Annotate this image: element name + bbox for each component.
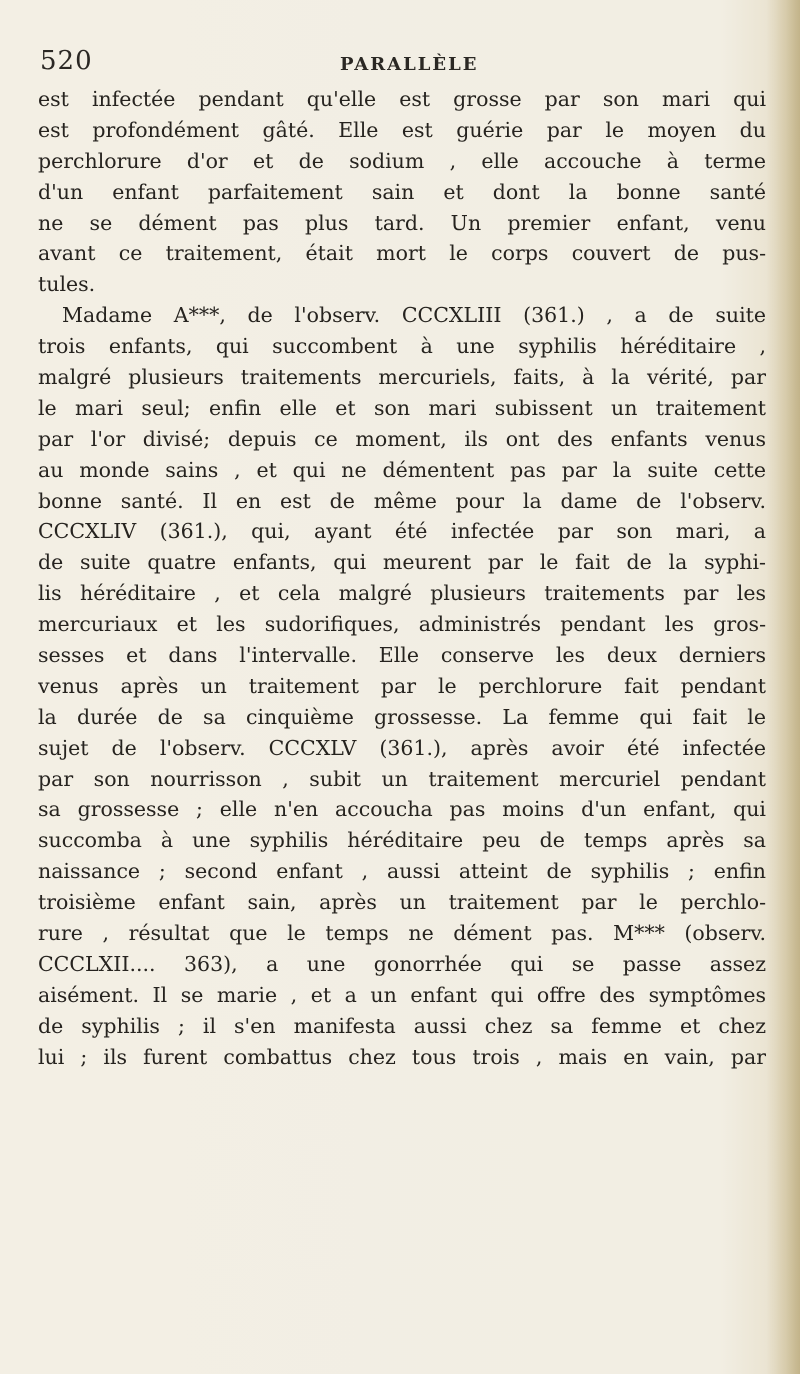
text-line: perchlorure d'or et de sodium , elle accouche à terme xyxy=(38,148,766,173)
text-line: sujet de l'observ. CCCXLV (361.), après avoir été infectée xyxy=(38,735,766,760)
text-line: par l'or divisé; depuis ce moment, ils ont des enfants venus xyxy=(38,426,766,451)
text-line: bonne santé. Il en est de même pour la dame de l'observ. xyxy=(38,488,766,513)
page-number: 520 xyxy=(40,46,93,76)
page-gutter-shadow xyxy=(766,0,800,1374)
text-line: CCCLXII.... 363), a une gonorrhée qui se passe assez xyxy=(38,951,766,976)
text-line: de suite quatre enfants, qui meurent par le fait de la syphi- xyxy=(38,550,766,575)
text-line: le mari seul; enfin elle et son mari subissent un traitement xyxy=(38,395,766,420)
text-line: rure , résultat que le temps ne dément pas. M*** (observ. xyxy=(38,921,766,946)
text-line: troisième enfant sain, après un traitement par le perchlo- xyxy=(38,890,766,915)
text-line: mercuriaux et les sudorifiques, administrés pendant les gros- xyxy=(38,612,766,637)
text-line: est infectée pendant qu'elle est grosse par son mari qui xyxy=(38,87,766,111)
text-line: lui ; ils furent combattus chez tous trois , mais en vain, par xyxy=(38,1044,766,1069)
text-line: tules. xyxy=(38,272,96,297)
text-line: sesses et dans l'intervalle. Elle conserve les deux derniers xyxy=(38,643,766,668)
text-line: succomba à une syphilis héréditaire peu de temps après sa xyxy=(38,828,766,853)
text-line: sa grossesse ; elle n'en accoucha pas moins d'un enfant, qui xyxy=(38,797,766,822)
page-header xyxy=(40,46,760,86)
text-line: d'un enfant parfaitement sain et dont la bonne santé xyxy=(38,179,766,204)
text-line: naissance ; second enfant , aussi atteint de syphilis ; enfin xyxy=(38,859,766,884)
text-line: est profondément gâté. Elle est guérie par le moyen du xyxy=(38,117,766,142)
text-line: au monde sains , et qui ne démentent pas par la suite cette xyxy=(38,457,766,482)
body-text xyxy=(38,84,766,1073)
running-head: PARALLÈLE xyxy=(340,54,479,75)
text-line: de syphilis ; il s'en manifesta aussi chez sa femme et chez xyxy=(38,1013,766,1038)
text-line: venus après un traitement par le perchlorure fait pendant xyxy=(38,673,766,698)
text-line: lis héréditaire , et cela malgré plusieurs traitements par les xyxy=(38,581,766,606)
text-line: malgré plusieurs traitements mercuriels, faits, à la vérité, par xyxy=(38,365,766,390)
text-line: CCCXLIV (361.), qui, ayant été infectée par son mari, a xyxy=(38,519,766,544)
text-line: ne se dément pas plus tard. Un premier enfant, venu xyxy=(38,210,766,235)
text-line: par son nourrisson , subit un traitement mercuriel pendant xyxy=(38,766,766,791)
text-line: la durée de sa cinquième grossesse. La femme qui fait le xyxy=(38,704,766,729)
paragraph-start-line: Madame A***, de l'observ. CCCXLIII (361.) , a de suite xyxy=(62,303,766,328)
text-line: avant ce traitement, était mort le corps couvert de pus- xyxy=(38,241,766,266)
text-line: aisément. Il se marie , et a un enfant qui offre des symptômes xyxy=(38,982,766,1007)
text-line: trois enfants, qui succombent à une syphilis héréditaire , xyxy=(38,334,766,359)
